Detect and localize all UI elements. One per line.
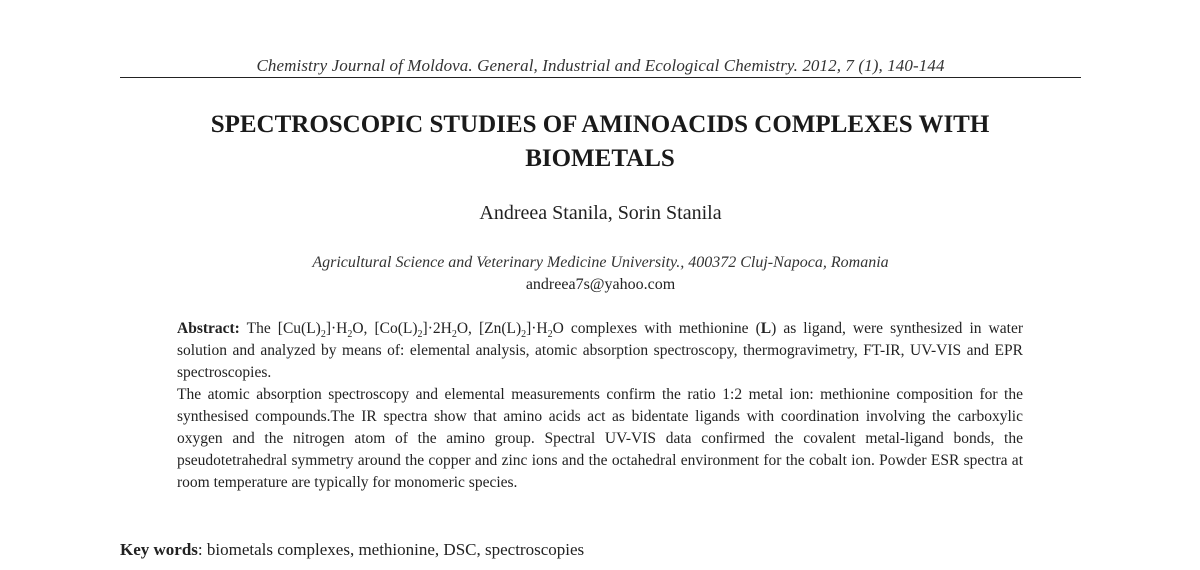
keywords bbox=[120, 539, 1081, 561]
abstract bbox=[177, 318, 1023, 494]
abstract-label: Abstract: bbox=[177, 320, 240, 337]
journal-header: Chemistry Journal of Moldova. General, Industrial and Ecological Chemistry. 2012, 7 (1), 140-144 bbox=[256, 56, 945, 75]
title-line-1: SPECTROSCOPIC STUDIES OF AMINOACIDS COMPLEXES WITH bbox=[210, 111, 990, 138]
author-email[interactable]: andreea7s@yahoo.com bbox=[525, 276, 676, 293]
keywords-text: : biometals complexes, methionine, DSC, spectroscopies bbox=[197, 540, 585, 559]
paper-title bbox=[140, 108, 1060, 176]
title-line-2: BIOMETALS bbox=[525, 145, 675, 172]
formula-zn: $[Zn(L)_2]\cdot H_2O$ bbox=[478, 320, 564, 341]
formula-co: $[Co(L)_2]\cdot 2H_2O$, bbox=[374, 320, 479, 341]
abstract-text: The bbox=[246, 320, 278, 337]
keywords-label: Key words bbox=[120, 540, 198, 559]
authors: Andreea Stanila, Sorin Stanila bbox=[479, 202, 722, 224]
affiliation: Agricultural Science and Veterinary Medicine University., 400372 Cluj-Napoca, Romania bbox=[312, 254, 889, 271]
abstract-text: complexes with methionine ( bbox=[563, 320, 761, 337]
abstract-paragraph-1 bbox=[177, 318, 1023, 384]
abstract-paragraph-2: The atomic absorption spectroscopy and elemental measurements confirm the ratio 1:2 metal ion: methionine composition for the synthesised compounds.The IR spectra show that amino acids act as bidentate ligands with coordination involving the carboxylic oxygen and the nitrogen atom of the amino group. Spectral UV-VIS data confirmed the covalent metal-ligand bonds, the pseudotetrahedral symmetry around the copper and zinc ions and the octahedral environment for the cobalt ion. Powder ESR spectra at room temperature are typically for monomeric species. bbox=[177, 386, 1023, 491]
abstract-text: ) as ligand, were synthesized in water solution and analyzed by means of: elemental analysis, atomic absorption spectroscopy, thermogravimetry, FT-IR, UV-VIS and EPR spectroscopies. bbox=[177, 320, 1023, 381]
ligand-symbol: L bbox=[760, 320, 772, 337]
formula-cu: $[Cu(L)_2]\cdot H_2O$, bbox=[277, 320, 375, 341]
header-rule bbox=[120, 77, 1081, 78]
